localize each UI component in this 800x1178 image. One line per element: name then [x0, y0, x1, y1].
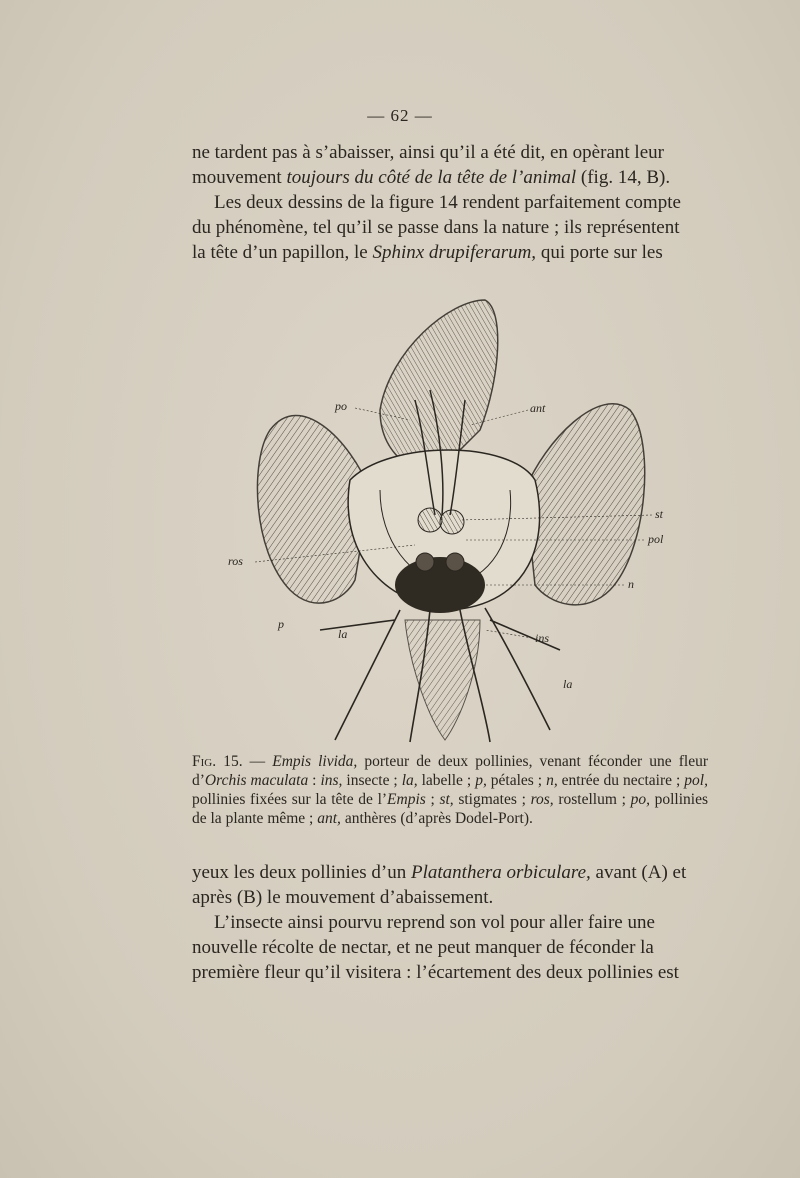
text-line [192, 140, 708, 165]
text-line [192, 190, 708, 215]
italic-span: Sphinx drupiferarum, [372, 242, 537, 263]
italic-span: ros, [530, 791, 554, 808]
text-span: mouvement [192, 167, 287, 188]
text-span: après (B) le mouvement d’abaissement. [192, 887, 494, 908]
text-line [192, 910, 708, 935]
text-span: insecte ; [342, 772, 402, 789]
italic-span: st, [439, 791, 454, 808]
italic-span: Platanthera orbiculare, [411, 862, 591, 883]
text-line [192, 935, 708, 960]
text-line [192, 165, 708, 190]
text-span: du phénomène, tel qu’il se passe dans la nature ; ils représentent [192, 217, 680, 238]
text-line [192, 885, 708, 910]
italic-span: Orchis maculata [204, 772, 309, 789]
label-ins: ins [535, 631, 550, 645]
italic-span: Empis livida, [272, 753, 358, 770]
italic-span: n, [546, 772, 558, 789]
text-span: anthères (d’après Dodel-Port). [340, 810, 533, 827]
text-span: rostellum ; [553, 791, 631, 808]
italic-span: la, [401, 772, 418, 789]
text-span: pollinies de la plante même ; [192, 791, 709, 827]
text-span: avant (A) et [590, 862, 687, 883]
text-span: labelle ; [417, 772, 476, 789]
italic-span: Empis [387, 791, 426, 808]
text-span: pétales ; [486, 772, 547, 789]
label-la: la [563, 677, 573, 691]
text-span: stigmates ; [453, 791, 531, 808]
text-line [192, 860, 708, 885]
text-span: — [242, 753, 273, 770]
nectary [395, 557, 485, 613]
caption-label: Fig. 15. [192, 753, 243, 770]
top-paragraph [192, 140, 708, 265]
text-span: L’insecte ainsi pourvu reprend son vol pour aller faire une [214, 912, 655, 933]
label-ant: ant [530, 401, 546, 415]
label-pol: pol [648, 532, 664, 546]
text-span: : [308, 772, 321, 789]
page-number: — 62 — [367, 106, 433, 125]
text-span: la tête d’un papillon, le [192, 242, 373, 263]
orchid-engraving-figure [230, 290, 670, 745]
text-span: porteur de deux pollinies, venant féconder une fleur d’ [192, 753, 708, 789]
italic-span: pol, [684, 772, 708, 789]
label-n: n [628, 577, 634, 591]
text-span: pollinies fixées sur la tête de l’ [192, 791, 388, 808]
text-line [192, 215, 708, 240]
bottom-paragraph [192, 860, 708, 985]
text-span: yeux les deux pollinies d’un [192, 862, 411, 883]
italic-span: p, [475, 772, 487, 789]
text-span: entrée du nectaire ; [557, 772, 685, 789]
text-span: Les deux dessins de la figure 14 rendent parfaitement compte [214, 192, 681, 213]
italic-span: ins, [320, 772, 343, 789]
text-span: ne tardent pas à s’abaisser, ainsi qu’il a été dit, en opèrant leur [192, 142, 664, 163]
right-sepal [525, 404, 645, 605]
label-st: st [655, 507, 664, 521]
italic-span: toujours du côté de la tête de l’animal [286, 167, 577, 188]
text-span: qui porte sur les [536, 242, 663, 263]
text-span: première fleur qu’il visitera : l’écartement des deux pollinies est [192, 962, 679, 983]
italic-span: ant, [317, 810, 341, 827]
italic-span: po, [630, 791, 650, 808]
label-ros: ros [228, 554, 243, 568]
label-la-left: la [338, 627, 348, 641]
text-line [192, 240, 708, 265]
text-span: (fig. 14, B). [576, 167, 671, 188]
text-span: nouvelle récolte de nectar, et ne peut manquer de féconder la [192, 937, 654, 958]
text-span: ; [425, 791, 440, 808]
label-po: po [335, 399, 347, 413]
figure-caption [192, 752, 708, 828]
text-line [192, 960, 708, 985]
label-p: p [278, 617, 284, 631]
